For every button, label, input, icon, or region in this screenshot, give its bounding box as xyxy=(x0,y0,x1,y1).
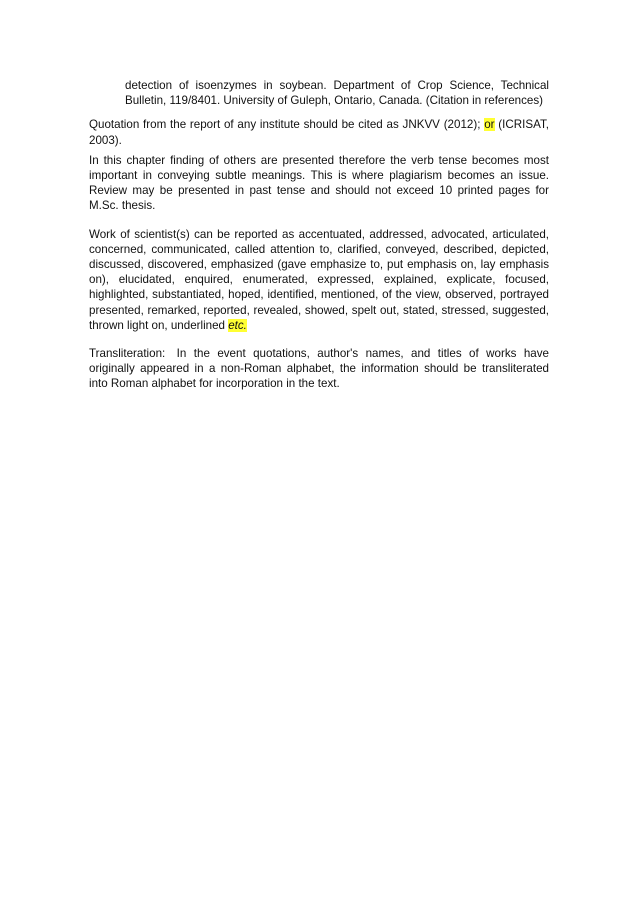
document-page xyxy=(89,78,549,397)
verbs-paragraph xyxy=(89,227,549,333)
quotation-paragraph xyxy=(89,117,549,147)
quotation-citation: (ICRISAT, 2003). xyxy=(89,118,549,147)
quotation-text: Quotation from the report of any institute should be cited as JNKVV (2012); xyxy=(89,118,485,132)
highlighted-or: or xyxy=(484,118,495,132)
chapter-paragraph: In this chapter finding of others are presented therefore the verb tense becomes most important in conveying subtle meanings. This is where plagiarism becomes an issue. Review may be presented in past tense and should not exceed 10 printed pages for M.Sc. thesis. xyxy=(89,153,549,213)
verbs-text: Work of scientist(s) can be reported as accentuated, addressed, advocated, articulated, concerned, communicated, called attention to, clarified, conveyed, described, depicted, discussed, discovered, emphasized (gave emphasize to, put emphasis on, lay emphasis on), elucidated, enquired, enumerated, expressed, explained, explicate, focused, highlighted, substantiated, hoped, identified, mentioned, of the view, observed, portrayed presented, remarked, reported, revealed, showed, spelt out, stated, stressed, suggested, thrown light on, underlined xyxy=(89,227,549,332)
highlighted-etc: etc. xyxy=(228,318,247,332)
reference-continuation: detection of isoenzymes in soybean. Department of Crop Science, Technical Bulletin, 119/8401. University of Guleph, Ontario, Canada. (Citation in references) xyxy=(125,79,549,108)
transliteration-paragraph xyxy=(89,346,549,392)
transliteration-text: In the event quotations, author's names, and titles of works have originally appeared in a non-Roman alphabet, the information should be transliterated into Roman alphabet for incorporation in the text. xyxy=(89,347,549,391)
transliteration-label: Transliteration: xyxy=(89,347,166,361)
